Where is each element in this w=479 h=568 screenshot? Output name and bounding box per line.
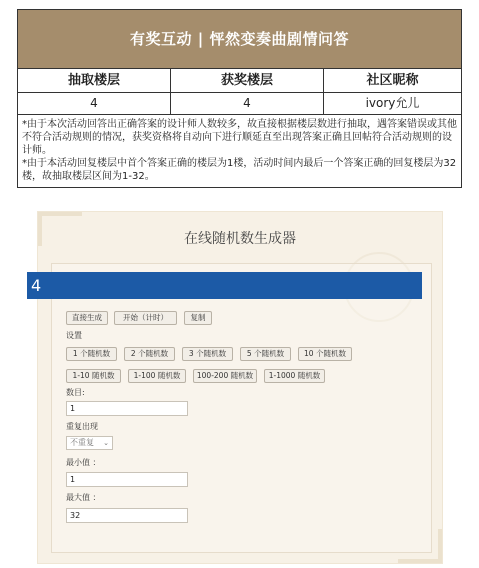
min-label: 最小值 ：: [66, 458, 101, 467]
table-row: [18, 93, 461, 115]
range-1-1000-button[interactable]: 1-1000 随机数: [264, 369, 325, 383]
rules-note-2: *由于本活动回复楼层中首个答案正确的楼层为1楼，活动时间内最后一个答案正确的回复楼层为32楼，故抽取楼层区间为1-32。: [22, 158, 457, 182]
cell-draw-floor: 4: [18, 93, 171, 114]
rules-note: [18, 115, 461, 187]
max-label: 最大值 ：: [66, 493, 101, 502]
result-display: 4: [27, 272, 422, 299]
cell-winning-floor: 4: [171, 93, 324, 114]
header-draw-floor: 抽取楼层: [18, 69, 171, 92]
start-timer-button[interactable]: 开始（计时）: [114, 311, 177, 325]
preset-2-numbers-button[interactable]: 2 个随机数: [124, 347, 175, 361]
announcement-title: 有奖互动 | 怦然变奏曲剧情问答: [18, 10, 461, 69]
preset-10-numbers-button[interactable]: 10 个随机数: [298, 347, 352, 361]
chevron-down-icon: ⌄: [103, 439, 109, 447]
repeat-select-value: 不重复: [70, 438, 94, 447]
count-label: 数目:: [66, 388, 85, 397]
range-100-200-button[interactable]: 100-200 随机数: [193, 369, 257, 383]
repeat-select[interactable]: [66, 436, 113, 450]
generator-title: 在线随机数生成器: [184, 231, 296, 247]
range-1-100-button[interactable]: 1-100 随机数: [128, 369, 186, 383]
winner-announcement-table: [17, 9, 462, 188]
header-winning-floor: 获奖楼层: [171, 69, 324, 92]
table-header-row: [18, 69, 461, 93]
copy-button[interactable]: 复制: [184, 311, 212, 325]
preset-1-number-button[interactable]: 1 个随机数: [66, 347, 117, 361]
rules-note-1: *由于本次活动回答出正确答案的设计师人数较多，故直接根据楼层数进行抽取，遇答案错误或其他不符合活动规则的情况，获奖资格将自动向下进行顺延直至出现答案正确且回帖符合活动规则的设计师。: [22, 119, 457, 156]
preset-3-numbers-button[interactable]: 3 个随机数: [182, 347, 233, 361]
direct-generate-button[interactable]: 直接生成: [66, 311, 108, 325]
preset-5-numbers-button[interactable]: 5 个随机数: [240, 347, 291, 361]
repeat-label: 重复出现: [66, 422, 98, 431]
cell-nickname: ivory允儿: [365, 96, 420, 110]
range-1-10-button[interactable]: 1-10 随机数: [66, 369, 121, 383]
settings-label: 设置: [66, 331, 82, 340]
count-input[interactable]: 1: [66, 401, 188, 416]
max-input[interactable]: 32: [66, 508, 188, 523]
min-input[interactable]: 1: [66, 472, 188, 487]
header-nickname: 社区昵称: [366, 73, 419, 88]
